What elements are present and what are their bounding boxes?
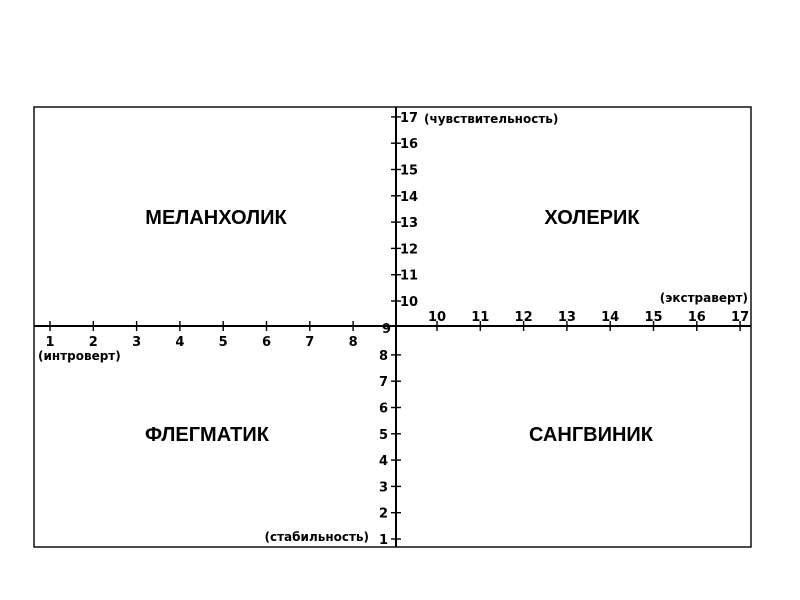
sensitivity-tick-label: 11 — [400, 268, 419, 284]
quadrant-phlegmatic: ФЛЕГМАТИК — [145, 424, 269, 446]
extravert-tick-label: 11 — [471, 310, 490, 325]
extravert-tick-label: 16 — [687, 310, 706, 325]
stability-tick-label: 4 — [378, 454, 388, 470]
extravert-tick-label: 15 — [644, 310, 663, 325]
extravert-tick-label: 17 — [731, 310, 750, 325]
sensitivity-tick-label: 15 — [400, 163, 419, 179]
introvert-tick-label: 2 — [88, 335, 98, 350]
sensitivity-tick-label: 13 — [400, 216, 419, 232]
sensitivity-label: (чувствительность) — [424, 112, 559, 126]
stability-tick-label: 1 — [378, 533, 388, 548]
stability-tick-label: 5 — [378, 427, 388, 443]
introvert-tick-label: 8 — [348, 335, 358, 350]
axis-ticks — [45, 111, 749, 548]
stability-tick-label: 8 — [378, 348, 388, 364]
extravert-tick-label: 10 — [427, 310, 447, 325]
introvert-tick-label: 4 — [175, 335, 185, 350]
extravert-tick-label: 12 — [514, 310, 533, 325]
introvert-tick-label: 1 — [45, 335, 55, 350]
introvert-tick-label: 7 — [305, 335, 315, 350]
introvert-tick-label: 6 — [261, 335, 272, 350]
sensitivity-tick-label: 17 — [400, 110, 419, 126]
quadrant-melancholic: МЕЛАНХОЛИК — [145, 207, 287, 229]
center-label: 9 — [381, 322, 391, 337]
introvert-tick-label: 5 — [218, 335, 228, 350]
quadrant-choleric: ХОЛЕРИК — [544, 207, 640, 229]
introvert-tick-label: 3 — [132, 335, 142, 350]
quadrant-sanguine: САНГВИНИК — [528, 424, 654, 446]
sensitivity-tick-label: 12 — [400, 242, 419, 258]
stability-tick-label: 3 — [378, 480, 388, 496]
stability-tick-label: 2 — [378, 506, 388, 522]
sensitivity-tick-label: 16 — [400, 137, 419, 153]
stability-tick-label: 7 — [378, 375, 388, 391]
extravert-label: (экстраверт) — [659, 291, 748, 305]
extravert-tick-label: 14 — [601, 310, 620, 325]
sensitivity-tick-label: 10 — [400, 295, 419, 310]
sensitivity-tick-label: 14 — [400, 189, 419, 205]
introvert-label: (интроверт) — [38, 349, 121, 363]
stability-label: (стабильность) — [264, 530, 369, 544]
extravert-tick-label: 13 — [557, 310, 576, 325]
stability-tick-label: 6 — [378, 401, 388, 417]
